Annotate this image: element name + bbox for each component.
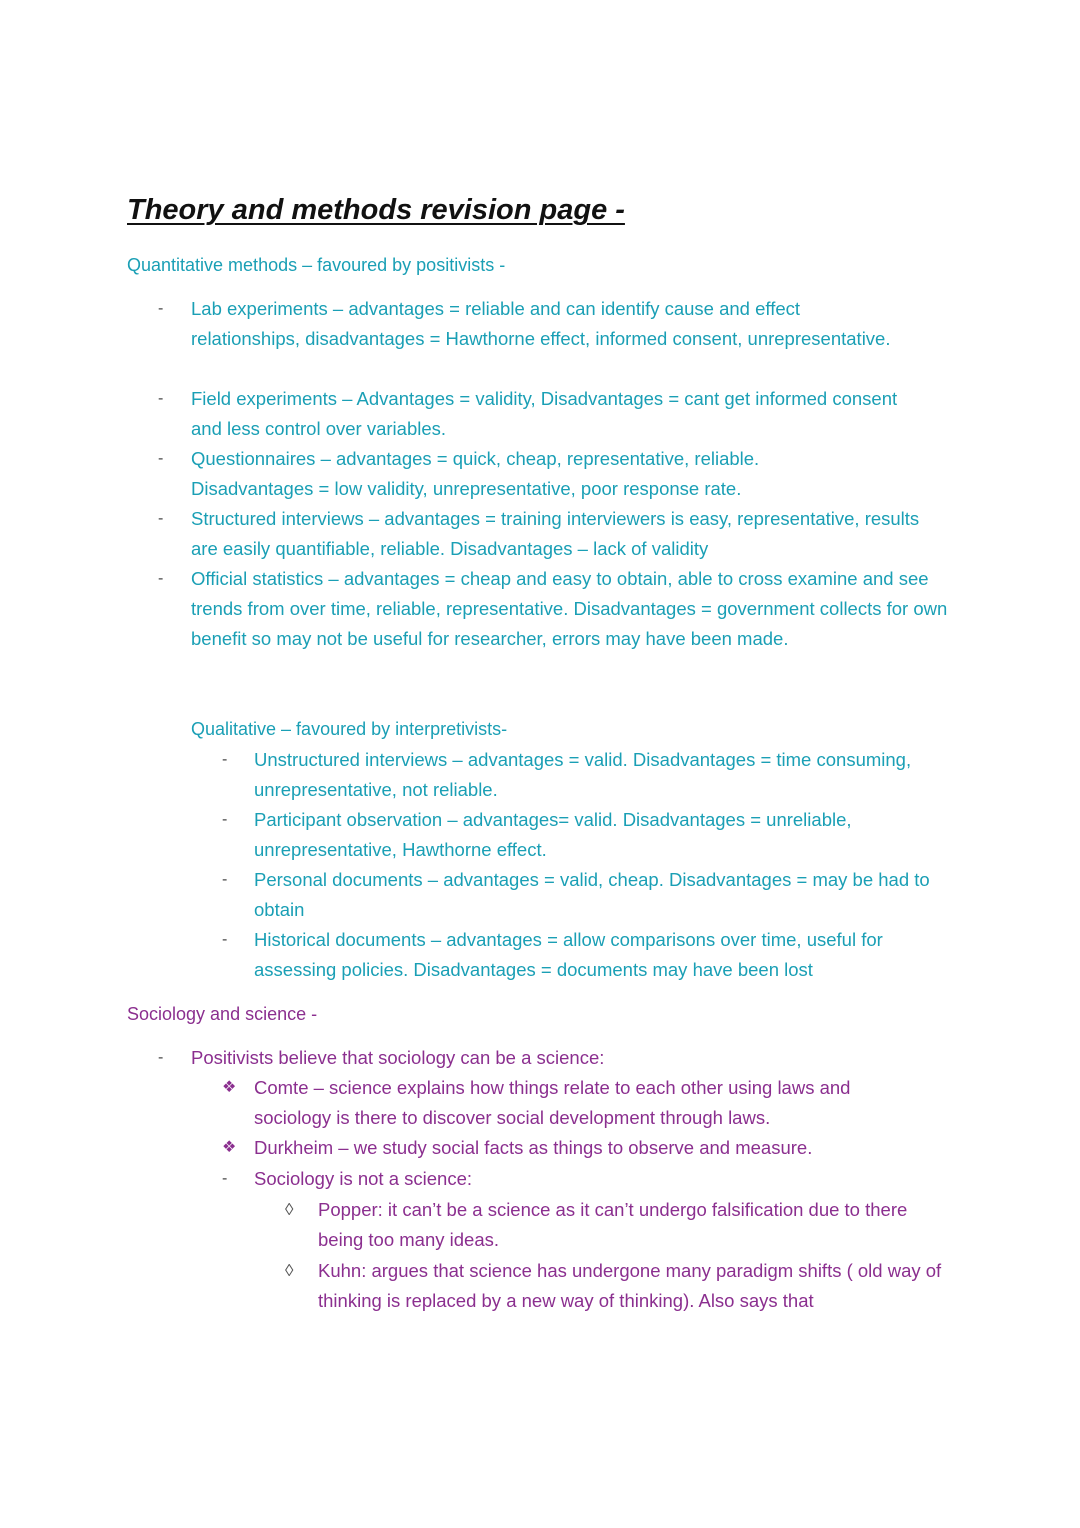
qualitative-heading: Qualitative – favoured by interpretivists- [191, 719, 508, 739]
official-statistics-item: Official statistics – advantages = cheap and easy to obtain, able to cross examine and see trends from over time, reliable, representative. Disadvantages = government collects for own benefit so may not be useful for researcher, errors may have been made. [191, 568, 948, 650]
diamond-bullet-icon: ◊ [285, 1200, 294, 1219]
four-diamond-bullet-icon: ❖ [222, 1079, 237, 1096]
diamond-bullet-icon: ◊ [285, 1261, 294, 1280]
popper-item: Popper: it can’t be a science as it can’t undergo falsification due to there being too many ideas. [318, 1199, 908, 1251]
dash-bullet: - [158, 510, 164, 527]
dash-bullet: - [222, 811, 228, 828]
not-science-item: Sociology is not a science: [254, 1168, 473, 1189]
dash-bullet: - [158, 390, 164, 407]
dash-bullet: - [222, 931, 228, 948]
dash-bullet: - [158, 450, 164, 467]
sociology-heading: Sociology and science - [127, 1004, 318, 1024]
page-title: Theory and methods revision page - [127, 194, 625, 226]
positivists-item: Positivists believe that sociology can be a science: [191, 1047, 605, 1068]
dash-bullet: - [158, 570, 164, 587]
dash-bullet: - [158, 300, 164, 317]
dash-bullet: - [222, 1170, 228, 1187]
personal-documents-item: Personal documents – advantages = valid, cheap. Disadvantages = may be had to obtain [254, 869, 930, 921]
structured-interviews-item: Structured interviews – advantages = training interviewers is easy, representative, results are easily quantifiable, reliable. Disadvantages – lack of validity [191, 508, 920, 560]
dash-bullet: - [158, 1049, 164, 1066]
dash-bullet: - [222, 871, 228, 888]
historical-documents-item: Historical documents – advantages = allow comparisons over time, useful for assessing policies. Disadvantages = documents may have been lost [254, 929, 883, 981]
questionnaires-item: Questionnaires – advantages = quick, cheap, representative, reliable. Disadvantages = low validity, unrepresentative, poor response rate. [191, 448, 760, 500]
field-experiments-item: Field experiments – Advantages = validity, Disadvantages = cant get informed consent and less control over variables. [191, 388, 898, 440]
kuhn-item: Kuhn: argues that science has undergone many paradigm shifts ( old way of thinking is replaced by a new way of thinking). Also says that [318, 1260, 942, 1312]
unstructured-interviews-item: Unstructured interviews – advantages = valid. Disadvantages = time consuming, unrepresentative, not reliable. [254, 749, 912, 801]
lab-experiments-item: Lab experiments – advantages = reliable and can identify cause and effect relationships, disadvantages = Hawthorne effect, informed consent, unrepresentative. [191, 298, 891, 350]
durkheim-item: Durkheim – we study social facts as things to observe and measure. [254, 1137, 813, 1158]
participant-observation-item: Participant observation – advantages= valid. Disadvantages = unreliable, unrepresentative, Hawthorne effect. [254, 809, 852, 861]
quantitative-heading: Quantitative methods – favoured by positivists - [127, 255, 506, 275]
comte-item: Comte – science explains how things relate to each other using laws and sociology is there to discover social development through laws. [254, 1077, 851, 1129]
four-diamond-bullet-icon: ❖ [222, 1139, 237, 1156]
dash-bullet: - [222, 751, 228, 768]
